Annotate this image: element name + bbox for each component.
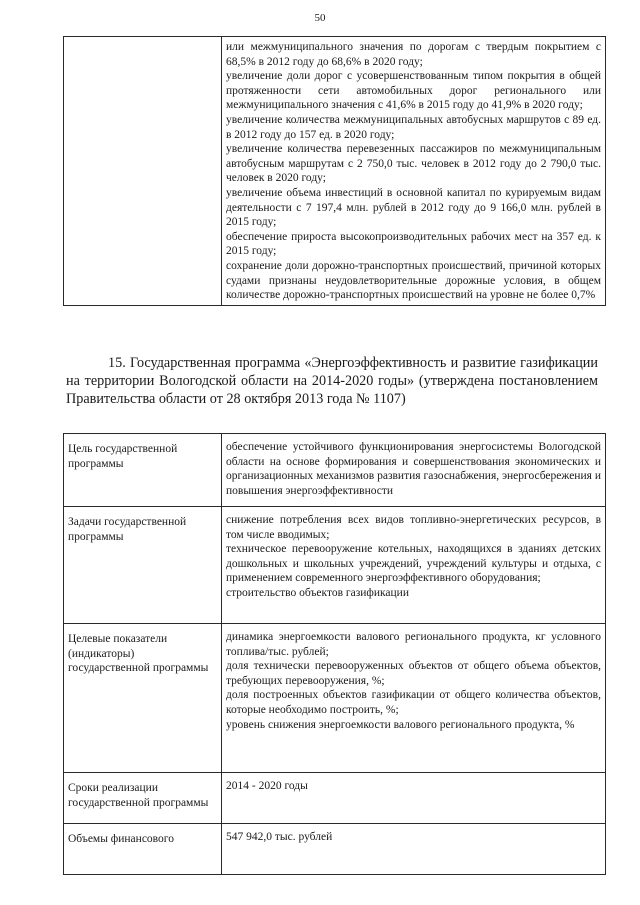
list-item: увеличение доли дорог с усовершенствованным типом покрытия в общей протяженности сети автомобильных дорог регионального или межмуниципального значения с 41,6% в 2015 году до 41,9% в 2020 году; <box>226 70 601 112</box>
list-item: динамика энергоемкости валового регионального продукта, кг условного топлива/тыс. рублей; <box>226 631 601 658</box>
indicators-cell <box>222 37 606 306</box>
table-row <box>64 37 606 306</box>
list-item: увеличение количества межмуниципальных автобусных маршрутов с 89 ед. в 2012 году до 157 ед. в 2020 году; <box>226 113 601 141</box>
table-row <box>64 434 606 507</box>
section-heading <box>66 354 598 408</box>
list-item: уровень снижения энергоемкости валового регионального продукта, % <box>226 718 575 731</box>
list-item: обеспечение прироста высокопроизводительных рабочих мест на 357 ед. к 2015 году; <box>226 230 601 258</box>
table-row <box>64 773 606 824</box>
list-item: или межмуниципального значения по дорогам с твердым покрытием с 68,5% в 2012 году до 68,6% в 2020 году; <box>226 41 601 68</box>
list-item: доля технически перевооруженных объектов от общего объема объектов, требующих перевооружения, %; <box>226 660 601 687</box>
goal-label: Цель государственной программы <box>64 434 222 507</box>
page-number: 50 <box>314 12 326 24</box>
goal-value <box>222 434 606 507</box>
continued-indicators-table <box>63 36 606 306</box>
list-item: техническое перевооружение котельных, находящихся в зданиях детских дошкольных и школьных учреждений, учреждений культуры и отдыха, с применением современного энергоэффективного оборудования; <box>226 543 601 585</box>
indicators-label: Целевые показатели (индикаторы) государственной программы <box>64 624 222 773</box>
table-row <box>64 507 606 624</box>
tasks-label: Задачи государственной программы <box>64 507 222 624</box>
list-item: сохранение доли дорожно-транспортных происшествий, причиной которых судами признаны неудовлетворительные дорожные условия, в общем количестве дорожно-транспортных происшествий на уровне не более 0,7% <box>226 259 601 302</box>
funding-label: Объемы финансового <box>64 824 222 875</box>
table-row <box>64 824 606 875</box>
empty-label-cell <box>64 37 222 306</box>
section-heading-text: 15. Государственная программа «Энергоэффективность и развитие газификации на территории Вологодской области на 2014-2020 годы» (утверждена постановлением Правительства области от 28 октября 2013 года № 1107) <box>66 355 598 407</box>
list-item: увеличение количества перевезенных пассажиров по межмуниципальным автобусным маршрутам с 2 750,0 тыс. человек в 2012 году до 2 790,0 тыс. человек в 2020 году; <box>226 143 601 185</box>
indicators-value <box>222 624 606 773</box>
funding-value: 547 942,0 тыс. рублей <box>222 824 606 875</box>
timeline-label: Сроки реализации государственной программы <box>64 773 222 824</box>
list-item: снижение потребления всех видов топливно-энергетических ресурсов, в том числе вводимых; <box>226 514 601 541</box>
list-item: увеличение объема инвестиций в основной капитал по курируемым видам деятельности с 7 197,4 млн. рублей в 2012 году до 9 166,0 млн. рублей в 2015 году; <box>226 186 601 229</box>
goal-text: обеспечение устойчивого функционирования энергосистемы Вологодской области на основе формирования и совершенствования экономических и организационных механизмов развития газоснабжения, энергосбережения и повышения энергоэффективности <box>226 441 601 497</box>
table-row <box>64 624 606 773</box>
program-passport-table <box>63 433 606 875</box>
list-item: доля построенных объектов газификации от общего количества объектов, которые необходимо построить, %; <box>226 689 601 716</box>
timeline-value: 2014 - 2020 годы <box>222 773 606 824</box>
list-item: строительство объектов газификации <box>226 586 409 599</box>
tasks-value <box>222 507 606 624</box>
